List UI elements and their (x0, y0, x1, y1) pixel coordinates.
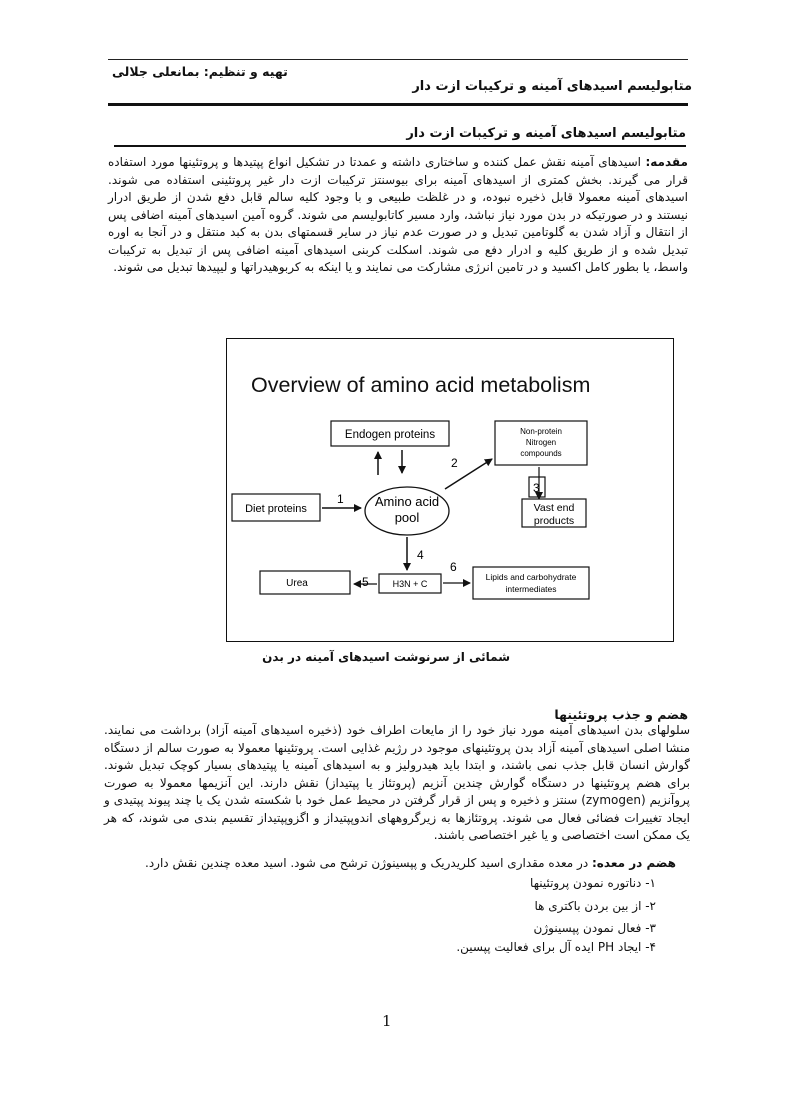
vast-label-line1: Vast end (533, 502, 575, 514)
header-title: متابولیسم اسیدهای آمینه و ترکیبات ازت دار (412, 79, 692, 94)
pool-label-line2: pool (394, 510, 420, 525)
stomach-label: هضم در معده: (592, 856, 676, 870)
intro-text: اسیدهای آمینه نقش عمل کننده و ساختاری داشته و عمدتا در تشکیل انواع پپتیدها و پروتئینها مورد استفاده قرار می گیرند. بخش کمتری از اسیدهای آمینه برای بیوسنتز ترکیبات ازت دار غیر پروتئینی استفاده می شوند. اسیدهای آمینه معمولا قابل ذخیره نبوده، و در غلظت طبیعی و با وجود کلیه سالم قابل دفع شدن از طریق ادرار نیستند و در صورتیکه در بدن مورد نیاز نباشد، وارد مسیر کاتابولیسم می شوند. گروه آمین اسیدهای آمینه اضافی پس از انتقال و آزاد شدن به گلوتامین تبدیل و در صورت عدم نیاز در سایر قسمتهای بدن به کبد منتقل و در آنجا به اوره تبدیل شده و از طریق کلیه و ادرار دفع می شوند. اسکلت کربنی اسیدهای آمینه اضافی پس از تبدیل به ترکیبات واسط، یا بطور کامل اکسید و در تامین انرژی مشارکت می نمایند و یا اینکه به کربوهیدراتها و لیپیدها تبدیل می شوند. (108, 155, 688, 274)
vast-label-line2: products (533, 515, 575, 527)
step-number-6: 6 (450, 560, 457, 574)
nonprotein-label-line3: compounds (520, 449, 562, 458)
intro-paragraph (108, 154, 688, 277)
nonprotein-label-line1: Non-protein (520, 427, 562, 436)
figure-title: Overview of amino acid metabolism (251, 373, 591, 397)
header-author: تهیه و تنظیم: بمانعلی جلالی (112, 64, 288, 79)
digestion-title: هضم و جذب پروتئینها (554, 707, 688, 722)
intro-label: مقدمه: (645, 155, 688, 169)
lipids-label-line1: Lipids and carbohydrate (485, 572, 577, 582)
stomach-paragraph (145, 856, 676, 870)
step-number-4: 4 (417, 548, 424, 562)
section-title: متابولیسم اسیدهای آمینه و ترکیبات ازت دار (406, 126, 686, 141)
page-number: 1 (382, 1012, 392, 1030)
list-item: ۱- دناتوره نمودن پروتئینها (530, 876, 656, 890)
h3n-c-label: H3N + C (392, 579, 428, 589)
list-item: ۲- از بین بردن باکتری ها (534, 899, 656, 913)
header-bottom-rule (108, 103, 688, 106)
endogen-proteins-label: Endogen proteins (344, 429, 436, 441)
figure-caption: شمائی از سرنوشت اسیدهای آمینه در بدن (262, 650, 510, 664)
step-number-3: 3 (533, 481, 540, 495)
step-number-1: 1 (337, 492, 344, 506)
urea-label: Urea (286, 578, 308, 589)
list-item: ۳- فعال نمودن پپسینوژن (533, 921, 656, 935)
lipids-label-line2: intermediates (505, 584, 557, 594)
digestion-paragraph: سلولهای بدن اسیدهای آمینه مورد نیاز خود را از مایعات اطراف خود (ذخیره اسیدهای آمینه آزاد) برداشت می نمایند. منشا اصلی اسیدهای آمینه آزاد بدن پروتئینهای موجود در رژیم غذایی است. پروتئینها معمولا به صورت سالم از دستگاه گوارش انسان قابل جذب نمی باشند، و ابتدا باید هیدرولیز و به اسیدهای آمینه یا پپتیدهای بسیار کوچک تبدیل شوند. برای هضم پروتئینها در دستگاه گوارش چندین آنزیم (پروتئاز یا پپتیداز) نقش دارند. این آنزیمها معمولا به صورت پروآنزیم (zymogen) سنتز و ذخیره و پس از قرار گرفتن در محیط عمل خود با شکسته شدن یک یا چند پیوند پپتیدی و ایجاد تغییرات فضائی فعال می شوند. پروتئازها به زیرگروههای اندوپپتیداز و اگزوپپتیداز تقسیم بندی می شوند، که هر یک ممکن است اختصاصی و یا غیر اختصاصی باشند. (104, 723, 690, 842)
nonprotein-label-line2: Nitrogen (525, 438, 557, 447)
header-top-rule (108, 59, 688, 60)
stomach-text: در معده مقداری اسید کلریدریک و پپسینوژن ترشح می شود. اسید معده چندین نقش دارد. (145, 856, 592, 870)
diet-proteins-label: Diet proteins (245, 503, 307, 515)
section-title-rule (114, 145, 686, 147)
metabolism-diagram (227, 339, 673, 641)
step-number-2: 2 (451, 456, 458, 470)
figure-frame (226, 338, 674, 642)
list-item: ۴- ایجاد PH ایده آل برای فعالیت پپسین. (456, 940, 656, 954)
pool-label-line1: Amino acid (374, 494, 440, 509)
step-number-5: 5 (362, 575, 369, 589)
